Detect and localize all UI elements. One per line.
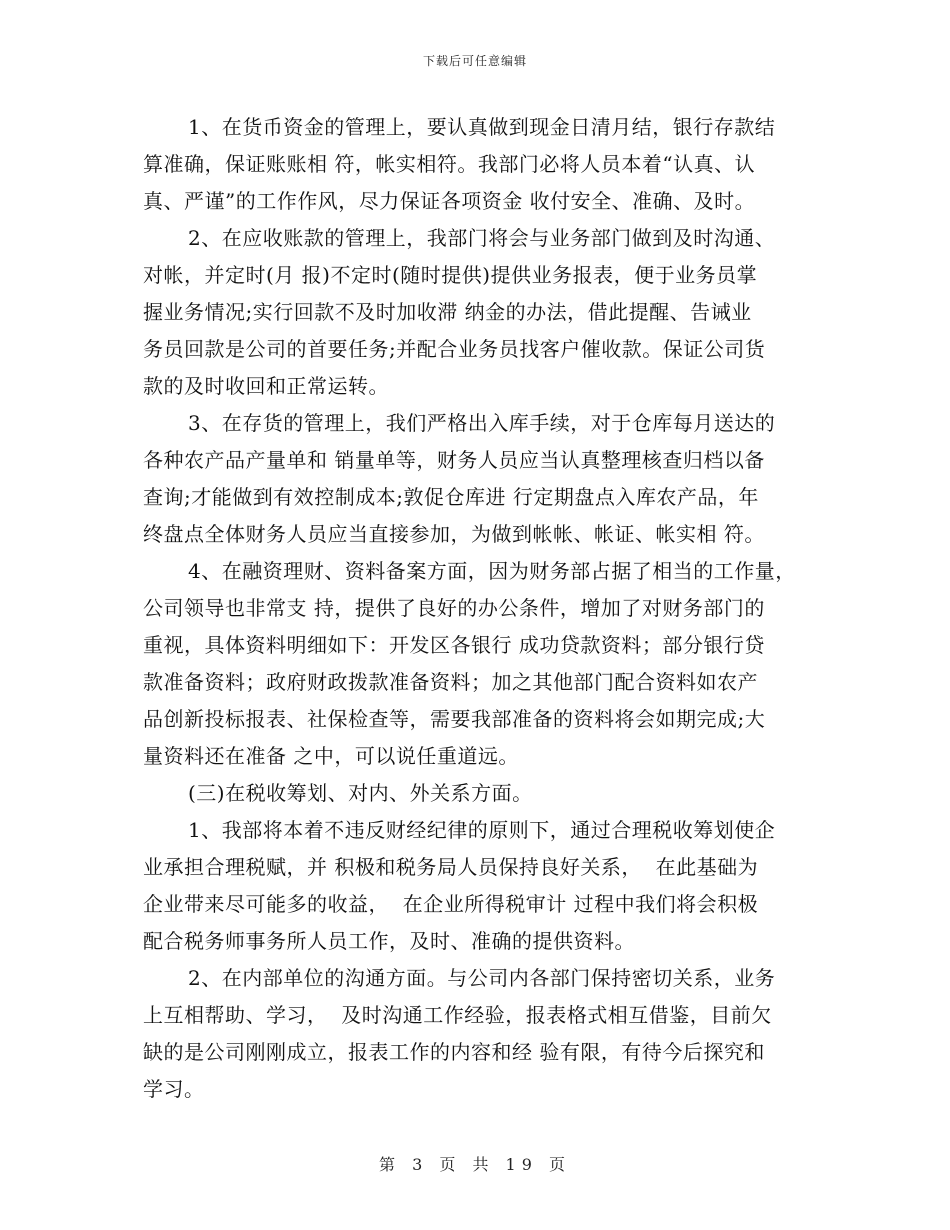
text-line: 品创新投标报表、社保检查等，需要我部准备的资料将会如期完成;大 <box>143 707 766 731</box>
text-line: 1、我部将本着不违反财经纪律的原则下，通过合理税收筹划使企 <box>188 818 776 842</box>
text-line: 算准确，保证账账相 符，帐实相符。我部门必将人员本着“认真、认 <box>143 152 756 176</box>
text-line: 3、在存货的管理上，我们严格出入库手续，对于仓库每月送达的 <box>188 411 776 435</box>
text-line: 量资料还在准备 之中，可以说任重道远。 <box>143 744 519 768</box>
text-line: 2、在应收账款的管理上，我部门将会与业务部门做到及时沟通、 <box>188 226 776 250</box>
text-line: 重视，具体资料明细如下：开发区各银行 成功贷款资料；部分银行贷 <box>143 633 765 657</box>
text-line: 真、严谨”的工作作风，尽力保证各项资金 收付安全、准确、及时。 <box>143 189 756 213</box>
section-heading: (三)在税收筹划、对内、外关系方面。 <box>188 781 533 805</box>
text-line: 务员回款是公司的首要任务;并配合业务员找客户催收款。保证公司货 <box>143 337 766 361</box>
page-footer: 第 3 页 共 19 页 <box>379 1155 571 1174</box>
text-line: 终盘点全体财务人员应当直接参加，为做到帐帐、帐证、帐实相 符。 <box>143 522 765 546</box>
text-line: 上互相帮助、学习， 及时沟通工作经验，报表格式相互借鉴，目前欠 <box>143 1003 772 1027</box>
page-header: 下载后可任意编辑 <box>422 54 527 68</box>
text-line: 4、在融资理财、资料备案方面，因为财务部占据了相当的工作量， <box>188 559 796 583</box>
text-line: 业承担合理税赋，并 积极和税务局人员保持良好关系， 在此基础为 <box>143 855 759 879</box>
text-line: 款的及时收回和正常运转。 <box>143 374 389 398</box>
text-line: 各种农产品产量单和 销量单等，财务人员应当认真整理核查归档以备 <box>143 448 765 472</box>
text-line: 学习。 <box>143 1077 205 1101</box>
text-line: 查询;才能做到有效控制成本;敦促仓库进 行定期盘点入库农产品，年 <box>143 485 759 509</box>
text-line: 握业务情况;实行回款不及时加收滞 纳金的办法，借此提醒、告诫业 <box>143 300 752 324</box>
text-line: 配合税务师事务所人员工作，及时、准确的提供资料。 <box>143 929 635 953</box>
text-line: 对帐，并定时(月 报)不定时(随时提供)提供业务报表，便于业务员掌 <box>143 263 758 287</box>
text-line: 1、在货币资金的管理上，要认真做到现金日清月结，银行存款结 <box>188 115 776 139</box>
text-line: 缺的是公司刚刚成立，报表工作的内容和经 验有限，有待今后探究和 <box>143 1040 765 1064</box>
text-line: 2、在内部单位的沟通方面。与公司内各部门保持密切关系，业务 <box>188 966 776 990</box>
text-line: 企业带来尽可能多的收益， 在企业所得税审计 过程中我们将会积极 <box>143 892 759 916</box>
text-line: 款准备资料；政府财政拨款准备资料；加之其他部门配合资料如农产 <box>143 670 758 694</box>
text-line: 公司领导也非常支 持，提供了良好的办公条件，增加了对财务部门的 <box>143 596 765 620</box>
